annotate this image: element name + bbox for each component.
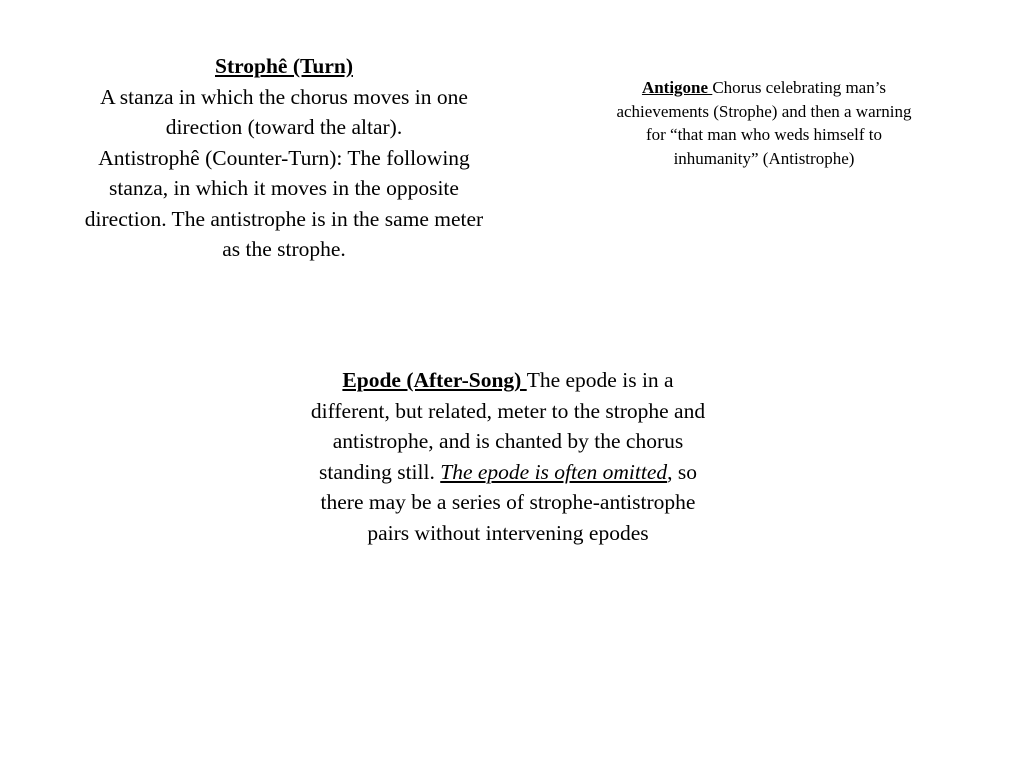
strophe-definition <box>40 51 528 265</box>
epode-text: The epode is in a <box>526 368 674 392</box>
strophe-line: A stanza in which the chorus moves in one <box>100 84 468 109</box>
antistrophe-line: direction. The antistrophe is in the same meter <box>84 206 484 231</box>
epode-definition <box>265 365 751 548</box>
epode-line <box>265 457 751 488</box>
antigone-line: achievements (Strophe) and then a warning <box>616 101 912 121</box>
epode-line: different, but related, meter to the strophe and <box>310 398 706 423</box>
antistrophe-line: Antistrophê (Counter-Turn): The following <box>98 145 470 170</box>
epode-text: , so <box>667 459 698 484</box>
antigone-heading: Antigone <box>641 78 713 97</box>
epode-line: there may be a series of strophe-antistrophe <box>320 490 696 514</box>
epode-emphasis: The epode is often omitted <box>440 459 668 484</box>
antigone-first-line <box>584 76 944 100</box>
strophe-heading: Strophê (Turn) <box>215 54 353 78</box>
antigone-text: Chorus celebrating man’s <box>712 78 887 97</box>
antigone-line: for “that man who weds himself to <box>645 125 883 144</box>
strophe-line: direction (toward the altar). <box>165 115 403 139</box>
epode-first-line <box>265 365 751 396</box>
epode-text: standing still. <box>318 459 441 484</box>
epode-line: antistrophe, and is chanted by the chorus <box>332 429 684 453</box>
antistrophe-line: as the strophe. <box>222 237 346 261</box>
epode-heading: Epode (After-Song) <box>342 368 527 392</box>
antistrophe-line: stanza, in which it moves in the opposite <box>109 176 459 200</box>
epode-line: pairs without intervening epodes <box>367 520 649 545</box>
antigone-line: inhumanity” (Antistrophe) <box>673 148 855 168</box>
antigone-example <box>584 76 944 170</box>
